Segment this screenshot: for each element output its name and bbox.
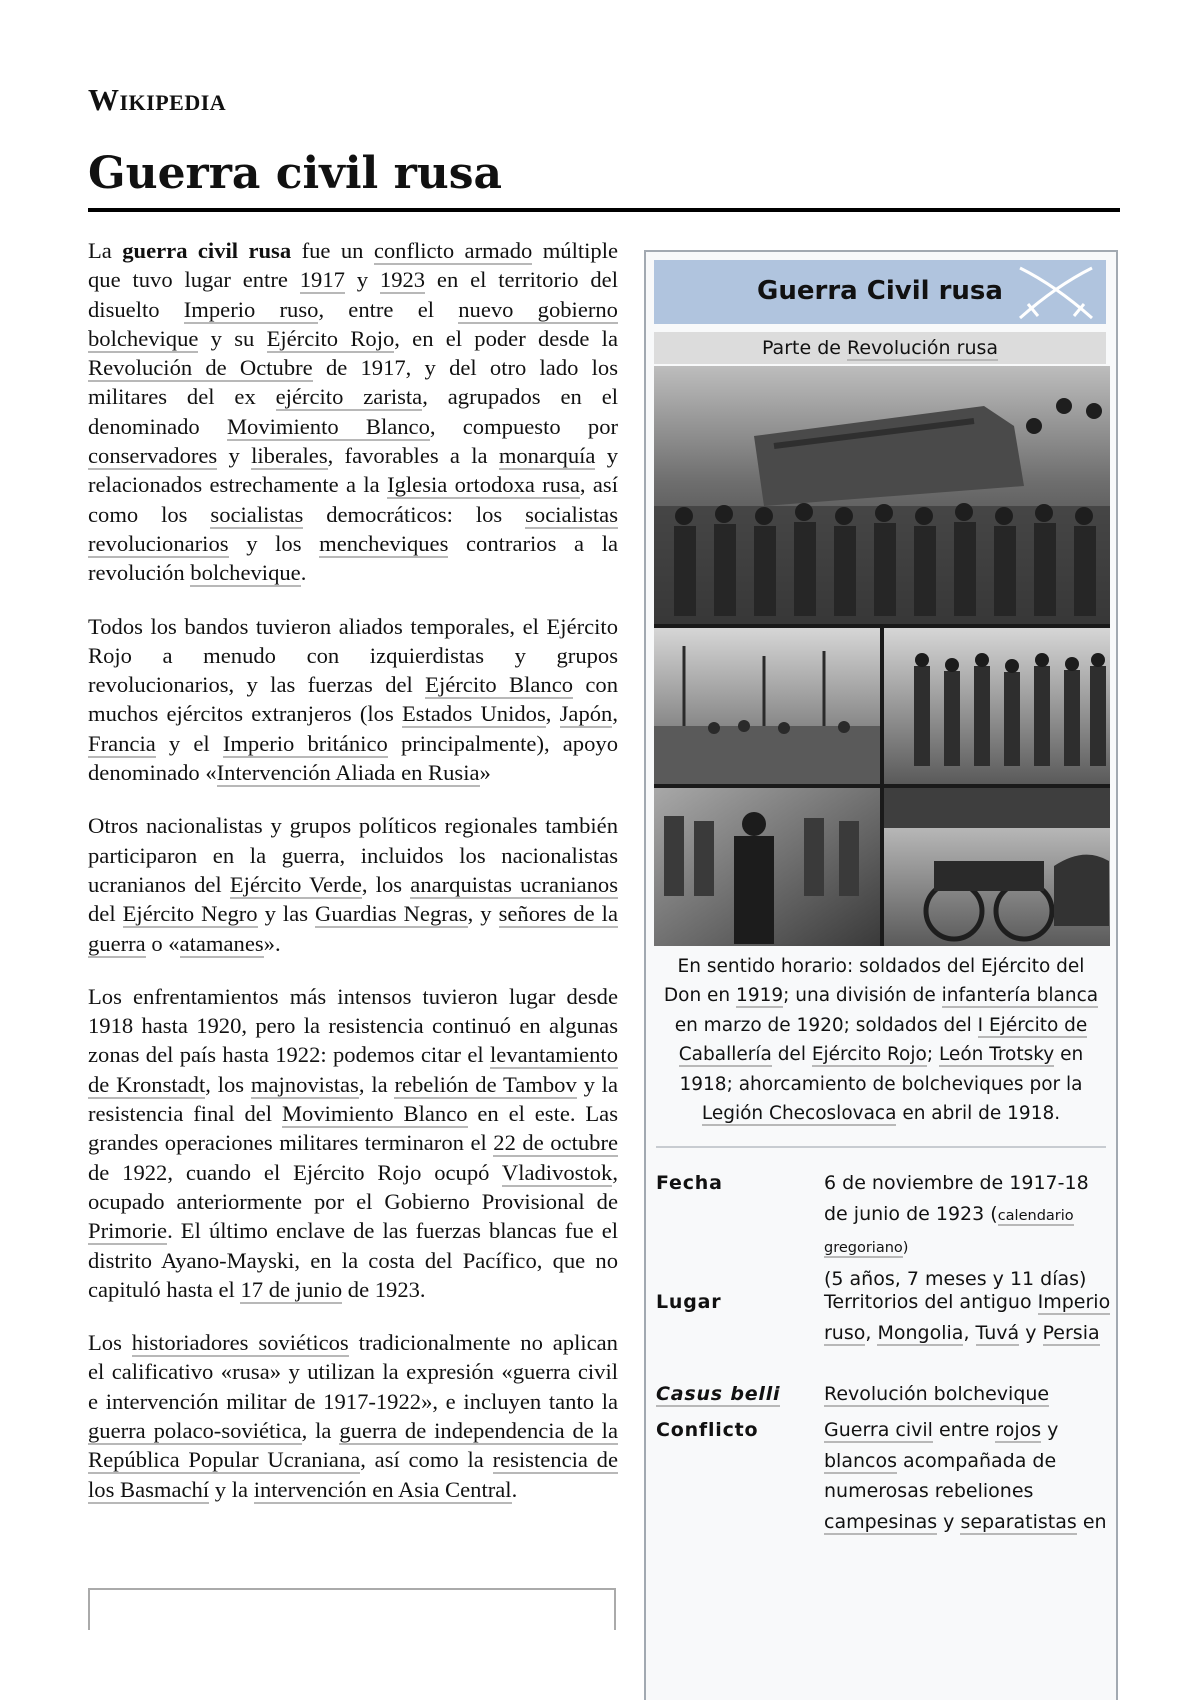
text-run: democráticos: los (303, 501, 526, 527)
wiki-link[interactable]: Movimiento Blanco (281, 1101, 468, 1127)
text-run: acompañada de numerosas rebeliones (824, 1449, 1057, 1502)
text-run: Todos los bandos tuvieron aliados temporales, el Ejército Rojo a menudo con izquierdistas y grupos revolucionarios, y las fuerzas del (88, 613, 618, 698)
wiki-link[interactable]: liberales (251, 443, 328, 469)
text-run: ; una división de (783, 985, 942, 1007)
wiki-link[interactable]: calendario gregoriano (824, 1207, 1074, 1256)
photo-red-cavalry (884, 788, 1110, 946)
page-title: Guerra civil rusa (88, 148, 503, 199)
text-run: . (300, 560, 307, 586)
wiki-link[interactable]: Vladivostok (501, 1159, 613, 1185)
text-run: , ocupado anteriormente por el Gobierno Provisional de (88, 1159, 618, 1214)
wiki-link[interactable]: campesinas (824, 1510, 938, 1533)
text-run: , los (361, 871, 411, 897)
infobox-row-value (824, 1287, 1114, 1348)
wiki-link[interactable]: Revolución bolchevique (824, 1383, 1050, 1405)
text-run: , en el poder desde la (394, 325, 618, 351)
text-run: del (771, 1044, 812, 1066)
infobox-row-label (656, 1379, 811, 1410)
text-run: múltiple que tuvo lugar entre (88, 238, 619, 293)
wiki-link[interactable]: Legión Checoslovaca (701, 1103, 897, 1125)
wiki-link[interactable]: Ejército Verde (229, 871, 362, 897)
wiki-link[interactable]: majnovistas (250, 1071, 359, 1097)
text-run: La (88, 238, 123, 263)
wiki-link[interactable]: León Trotsky (938, 1044, 1055, 1066)
wiki-link[interactable]: socialistas revolucionarios (88, 501, 618, 556)
text-run: en abril de 1918. (896, 1103, 1061, 1125)
infobox-title: Guerra Civil rusa (757, 276, 1003, 306)
text-run: y (1019, 1321, 1043, 1344)
wiki-link[interactable]: Revolución de Octubre (88, 355, 313, 381)
wiki-link[interactable]: Ejército Blanco (425, 672, 574, 698)
wikipedia-logo[interactable]: Wikipedia (88, 82, 227, 117)
wiki-link[interactable]: monarquía (498, 443, 596, 469)
infobox (644, 250, 1118, 1700)
text-run: (5 años, 7 meses y 11 días) (824, 1267, 1087, 1290)
text-run: contrarios a la revolución (88, 530, 618, 586)
wiki-link[interactable]: Primorie (88, 1218, 168, 1244)
article-paragraph (88, 811, 618, 957)
text-run: , (963, 1321, 976, 1344)
wiki-link[interactable]: intervención en Asia Central (253, 1476, 512, 1502)
article-body (88, 236, 618, 1528)
text-run: y (937, 1510, 961, 1533)
wiki-link[interactable]: Ejército Rojo (811, 1044, 927, 1066)
infobox-divider (656, 1146, 1106, 1148)
bold-term: guerra civil rusa (122, 238, 292, 263)
infobox-row-value (824, 1415, 1114, 1537)
text-run: , la (301, 1417, 340, 1443)
text-run: , (865, 1321, 878, 1344)
wiki-link[interactable]: Imperio ruso (824, 1291, 1111, 1344)
text-run: , así como la (360, 1447, 493, 1473)
wiki-link[interactable]: Japón (559, 701, 613, 727)
wiki-link[interactable]: Imperio ruso (183, 296, 319, 322)
text-run: Los (88, 1330, 132, 1356)
wiki-link[interactable]: historiadores soviéticos (131, 1330, 349, 1356)
text-run: de 1917, y del otro lado los militares del ex (88, 355, 619, 410)
photo-collage[interactable] (654, 366, 1110, 946)
text-run: en el este. Las grandes operaciones militares terminaron el (88, 1101, 619, 1156)
text-run: , compuesto por (429, 413, 619, 439)
article-paragraph (88, 236, 618, 588)
wiki-link[interactable]: Iglesia ortodoxa rusa (387, 472, 580, 498)
table-of-contents-box (88, 1588, 616, 1630)
wiki-link[interactable]: señores de la guerra (88, 901, 618, 956)
infobox-header (654, 260, 1106, 324)
wiki-link[interactable]: 1917 (299, 267, 345, 293)
text-run: , entre el (318, 296, 459, 322)
wiki-link[interactable]: 22 de octubre (493, 1130, 618, 1156)
wiki-link[interactable]: Revolución rusa (846, 337, 999, 359)
text-run: Parte de (761, 337, 847, 359)
text-run: y las (257, 901, 316, 927)
text-run: 6 de noviembre de 1917-18 de junio de 1923 ( (824, 1172, 1089, 1225)
wiki-link[interactable]: Francia (88, 730, 156, 756)
text-run: y (1041, 1419, 1059, 1441)
wiki-link[interactable]: mencheviques (319, 530, 449, 556)
text-run: y la resistencia final del (88, 1071, 618, 1127)
wiki-link[interactable]: levantamiento de Kronstadt (88, 1042, 618, 1097)
text-run: y (217, 443, 252, 469)
infobox-row-label: Lugar (656, 1291, 722, 1313)
photo-don-army-soldiers (654, 366, 1110, 624)
wiki-link[interactable]: conflicto armado (373, 238, 533, 263)
wiki-link[interactable]: Estados Unidos (401, 701, 546, 727)
text-run: , así como los (88, 472, 619, 527)
casus-belli-link[interactable]: Casus belli (656, 1383, 781, 1405)
text-run: entre (932, 1419, 996, 1441)
infobox-row-value (824, 1379, 1114, 1410)
text-run: y los (228, 530, 320, 556)
wiki-link[interactable]: anarquistas ucranianos (410, 871, 619, 897)
wiki-link[interactable]: Persia (1042, 1321, 1100, 1344)
text-run: y la (209, 1476, 254, 1502)
photo-hanging-bolsheviks (654, 628, 880, 784)
wiki-link[interactable]: Guerra civil (824, 1419, 933, 1441)
infobox-row-label: Fecha (656, 1172, 723, 1194)
article-paragraph (88, 982, 618, 1304)
wiki-link[interactable]: Ejército Negro (122, 901, 258, 927)
wiki-link[interactable]: resistencia de los Basmachí (88, 1447, 619, 1502)
text-run: , favorables a la (327, 443, 499, 469)
text-run: tradicionalmente no aplican el calificativo «rusa» y utilizan la expresión «guerra civil e intervención militar de 1917-1922», e incluyen tanto la (88, 1330, 618, 1414)
text-run: de 1923. (342, 1276, 426, 1302)
wiki-link[interactable]: Ejército Rojo (266, 325, 395, 351)
infobox-row-value (824, 1168, 1114, 1294)
text-run: , y (467, 901, 499, 927)
wiki-link[interactable]: atamanes (179, 930, 264, 956)
wiki-link[interactable]: Movimiento Blanco (226, 413, 430, 439)
wiki-link[interactable]: ejército zarista (275, 384, 423, 410)
wiki-link[interactable]: 1923 (379, 267, 426, 293)
wiki-link[interactable]: Imperio británico (222, 730, 388, 756)
text-run: » (479, 760, 491, 786)
text-run: con muchos ejércitos extranjeros (los (88, 672, 618, 727)
text-run: En sentido horario: soldados del Ejército del Don en (663, 956, 1085, 1007)
text-run: y (344, 267, 380, 293)
text-run: ) (902, 1240, 909, 1256)
wiki-link[interactable]: Tuvá (975, 1321, 1020, 1344)
text-run: y relacionados estrechamente a la (88, 443, 619, 498)
wiki-link[interactable]: 17 de junio (240, 1276, 343, 1302)
article-paragraph (88, 612, 618, 788)
title-divider (88, 208, 1120, 212)
text-run: en marzo de 1920; soldados del (674, 1014, 978, 1036)
text-run: . (511, 1476, 518, 1502)
text-run: Otros nacionalistas y grupos políticos regionales también participaron en la guerra, incluidos los nacionalistas ucranianos del (88, 813, 618, 897)
text-run: y su (198, 325, 267, 351)
text-run: Los enfrentamientos más intensos tuvieron lugar desde 1918 hasta 1920, pero la resistencia continuó en algunas zonas del país hasta 1922: podemos citar el (88, 983, 618, 1068)
text-run: , (545, 701, 560, 727)
wiki-link[interactable]: 1919 (736, 985, 784, 1007)
text-run: , agrupados en el denominado (88, 384, 618, 439)
crossed-swords-icon (1016, 264, 1096, 322)
wiki-link[interactable]: socialistas (210, 501, 304, 527)
infobox-image-caption (656, 952, 1106, 1128)
wiki-link[interactable]: conservadores (88, 443, 218, 469)
wiki-link[interactable]: blancos (824, 1449, 897, 1472)
photo-leon-trotsky (654, 788, 880, 946)
text-run: ». (263, 930, 281, 956)
text-run: de 1922, cuando el Ejército Rojo ocupó (88, 1159, 502, 1185)
text-run: Territorios del antiguo (824, 1291, 1038, 1313)
text-run: en 1918; ahorcamiento de bolcheviques por la (679, 1044, 1084, 1095)
wiki-link[interactable]: rebelión de Tambov (394, 1071, 577, 1097)
text-run: . El último enclave de las fuerzas blancas fue el distrito Ayano-Mayski, en la costa del Pacífico, que no capituló hasta el (88, 1218, 618, 1302)
text-run: en (1076, 1510, 1107, 1533)
wiki-link[interactable]: nuevo gobierno bolchevique (88, 296, 618, 351)
text-run: , (612, 701, 619, 727)
text-run: fue un (291, 238, 374, 263)
wiki-link[interactable]: Intervención Aliada en Rusia (216, 760, 480, 786)
text-run: en el territorio del disuelto (88, 267, 618, 322)
text-run: del (88, 901, 123, 927)
text-run: , la (358, 1071, 395, 1097)
text-run: principalmente), apoyo denominado « (88, 730, 618, 786)
infobox-subtitle (654, 332, 1106, 364)
wiki-link[interactable]: guerra polaco-soviética (88, 1417, 302, 1443)
wiki-link[interactable]: I Ejército de Caballería (678, 1014, 1088, 1066)
infobox-row-label: Conflicto (656, 1419, 759, 1441)
wiki-link[interactable]: rojos (995, 1419, 1042, 1441)
wiki-link[interactable]: guerra de independencia de la República Popular Ucraniana (88, 1417, 618, 1473)
wiki-link[interactable]: Guardias Negras (315, 901, 468, 927)
text-run: , los (205, 1071, 251, 1097)
text-run: y el (155, 730, 223, 756)
wiki-link[interactable]: Mongolia (877, 1321, 964, 1344)
wiki-link[interactable]: bolchevique (190, 560, 301, 586)
wiki-link[interactable]: infantería blanca (941, 985, 1099, 1007)
text-run: ; (926, 1044, 939, 1066)
photo-white-infantry (884, 628, 1110, 784)
article-paragraph (88, 1328, 618, 1504)
text-run: o « (145, 930, 180, 956)
wiki-link[interactable]: separatistas (960, 1510, 1077, 1533)
